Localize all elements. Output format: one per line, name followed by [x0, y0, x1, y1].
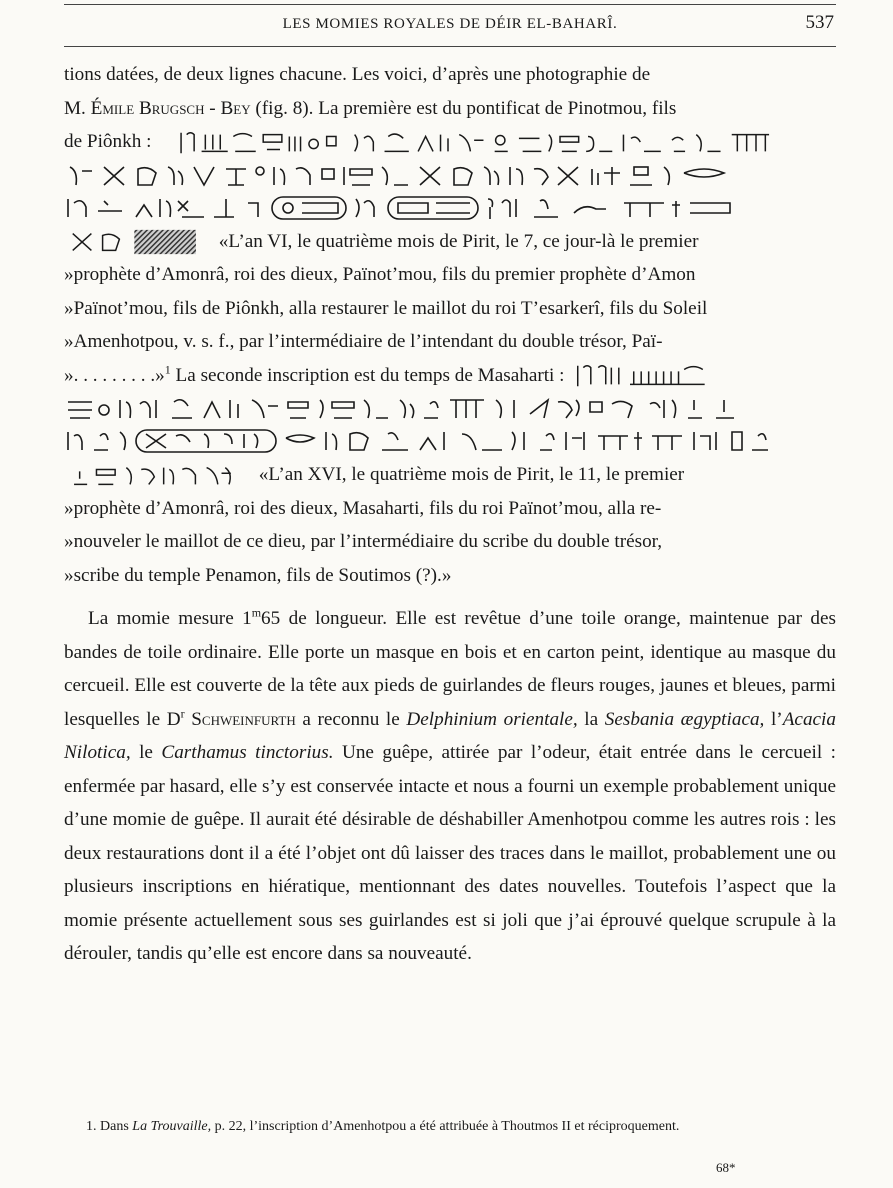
- hieroglyph-inscription-1c: [64, 193, 836, 223]
- running-title: LES MOMIES ROYALES DE DÉIR EL-BAHARÎ.: [282, 16, 618, 32]
- text-line: La seconde inscription est du temps de Masaharti :: [170, 364, 570, 386]
- superscript: r: [180, 706, 185, 721]
- species-name: Acacia Nilotica,: [64, 708, 836, 763]
- text-line: «L’an XVI, le quatrième mois de Pirit, le 11, le premier: [254, 464, 685, 485]
- species-name: Delphinium orientale,: [406, 708, 578, 730]
- header-rule-bottom: [64, 46, 836, 47]
- page-number: 537: [805, 12, 834, 33]
- text-line: »Païnot’mou, fils de Piônkh, alla restaurer le maillot du roi T’esarkerî, fils du Soleil: [64, 297, 708, 319]
- page-header: [64, 8, 836, 42]
- hieroglyph-inscription-2a: [569, 362, 719, 390]
- text-line: ». . . . . . . . .»: [64, 364, 165, 386]
- text-run: le: [130, 742, 162, 763]
- text-line: de Piônkh :: [64, 131, 157, 152]
- footnote-title: La Trouvaille,: [132, 1119, 212, 1134]
- paragraph-description: [64, 602, 836, 971]
- text-run: a reconnu le: [295, 708, 407, 730]
- text-line: tions datées, de deux lignes chacune. Les voici, d’après une photographie de: [64, 64, 651, 85]
- footnote-text: Dans: [96, 1119, 133, 1134]
- superscript: m: [251, 605, 262, 620]
- hieroglyph-inscription-2b: [64, 394, 836, 424]
- footnote-number: 1.: [86, 1119, 97, 1134]
- text-run: Une guêpe, attirée par l’odeur, était entrée dans le cercueil : enfermée par hasard, elle s’y est conservée intacte et nous a fourni un exemple probablement unique d’une momie de guêpe. Il aurait été désirable de déshabiller Amenhotpou comme les autres rois : les deux restaurations dont il a été l’objet ont dû laisser des traces dans le maillot, probablement une ou plusieurs inscriptions en hiératique, mentionnant des dates nouvelles. Toutefois l’aspect que la momie présente actuellement sous ses guirlandes est si joli que j’ai éprouvé quelque scrupule à la dérouler, tandis qu’elle est encore dans sa nouveauté.: [64, 742, 836, 964]
- text-line: «L’an VI, le quatrième mois de Pirit, le 7, ce jour-là le premier: [214, 230, 699, 252]
- main-text: [64, 58, 836, 971]
- text-line: M.: [64, 97, 91, 119]
- text-line: (fig. 8). La première est du pontificat de Pinotmou, fils: [250, 97, 677, 119]
- hieroglyph-inscription-2d: [64, 462, 254, 490]
- paragraph-inscriptions: [64, 58, 836, 592]
- hieroglyph-inscription-1d: [64, 228, 214, 256]
- signature-mark: 68*: [716, 1160, 736, 1175]
- text-line: »Amenhotpou, v. s. f., par l’intermédiaire de l’intendant du double trésor, Paï-: [64, 331, 663, 352]
- header-rule-top: [64, 4, 836, 5]
- footnote: [64, 1114, 836, 1140]
- hieroglyph-inscription-2c: [64, 426, 836, 456]
- text-line: »prophète d’Amonrâ, roi des dieux, Païnot’mou, fils du premier prophète d’Amon: [64, 264, 696, 285]
- text-run: l’: [764, 708, 783, 730]
- species-name: Sesbania ægyptiaca,: [604, 708, 765, 730]
- text-run: 65 de longueur. Elle est revêtue d’une toile orange, maintenue par des bandes de toile ordinaire. Elle porte un masque en bois et en carton peint, identique au masque du cercueil. Elle est couverte de la tête aux pieds de guirlandes de fleurs rouges, jaunes et bleues, parmi lesquelles le D: [64, 608, 837, 730]
- author-name: Émile Brugsch - Bey: [90, 97, 251, 119]
- author-name: Schweinfurth: [184, 708, 296, 730]
- text-run: la: [577, 708, 605, 730]
- species-name: Carthamus tinctorius.: [161, 742, 334, 763]
- text-run: La momie mesure 1: [88, 608, 252, 629]
- text-line: »nouveler le maillot de ce dieu, par l’intermédiaire du scribe du double trésor,: [64, 531, 663, 552]
- footnote-text: p. 22, l’inscription d’Amenhotpou a été attribuée à Thoutmos II et réciproquement.: [211, 1119, 680, 1134]
- hieroglyph-inscription-1a: [156, 129, 796, 157]
- footnote-marker: 1: [164, 362, 171, 377]
- text-line: »prophète d’Amonrâ, roi des dieux, Masaharti, fils du roi Païnot’mou, alla re-: [64, 497, 662, 519]
- text-line: »scribe du temple Penamon, fils de Soutimos (?).»: [64, 564, 452, 586]
- hieroglyph-inscription-1b: [64, 161, 836, 191]
